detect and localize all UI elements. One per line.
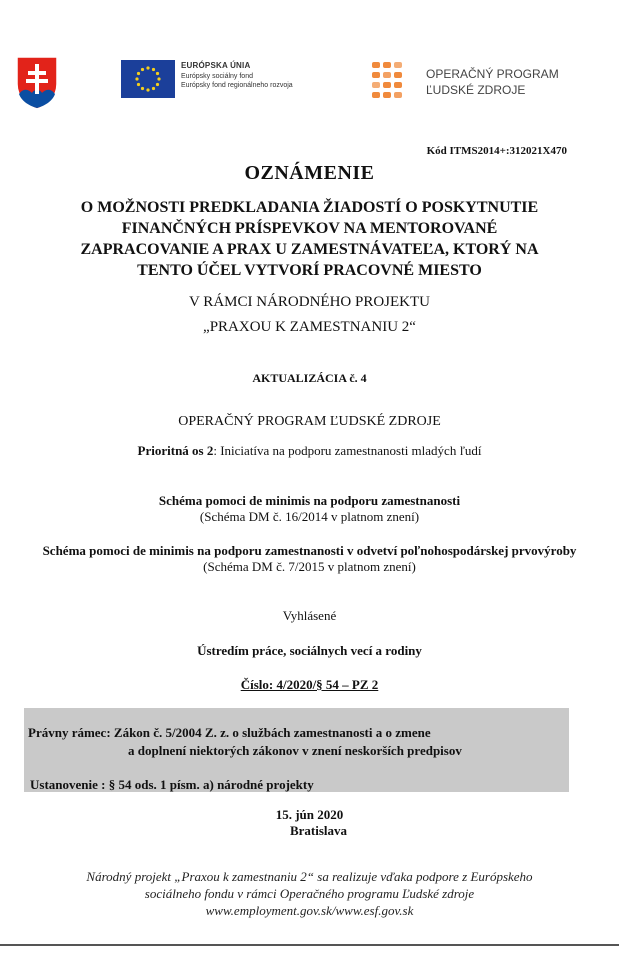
main-title: O MOŽNOSTI PREDKLADANIA ŽIADOSTÍ O POSKYTNUTIE FINANČNÝCH PRÍSPEVKOV NA MENTOROVANÉ ZAPRACOVANIE A PRAX U ZAMESTNÁVATEĽA, KTORÝ NA TENTO ÚČEL VYTVORÍ PRACOVNÉ MIESTO [80,199,539,279]
eu-flag-icon [121,60,175,98]
date: 15. jún 2020 [275,807,344,822]
eu-fund-1: Európsky sociálny fond [181,73,253,80]
schema-1-note: (Schéma DM č. 16/2014 v platnom znení) [199,509,420,524]
footer [0,868,619,919]
legal-provision: Ustanovenie : § 54 ods. 1 písm. a) národné projekty [30,777,314,792]
eu-logo [121,60,321,102]
priority-axis [0,443,619,459]
page-title: OZNÁMENIE [244,162,375,184]
footer-line-1: Národný projekt „Praxou k zamestnaniu 2“ sa realizuje vďaka podpore z Európskeho [86,869,533,884]
op-title-1: OPERAČNÝ PROGRAM [426,67,559,81]
footer-line-2: sociálneho fondu v rámci Operačného programu Ľudské zdroje [144,886,475,901]
eu-title: EURÓPSKA ÚNIA [181,61,251,70]
legal-line-2: a doplnení niektorých zákonov v znení neskorších predpisov [128,743,462,758]
schema-2 [0,543,619,575]
footer-links[interactable]: www.employment.gov.sk/www.esf.gov.sk [205,903,414,918]
schema-1 [0,493,619,525]
legal-line-1: Právny rámec: Zákon č. 5/2004 Z. z. o službách zamestnanosti a o zmene [28,725,431,740]
priority-text: : Iniciatíva na podporu zamestnanosti mladých ľudí [213,443,482,458]
project-name: „PRAXOU K ZAMESTNANIU 2“ [203,319,416,335]
place: Bratislava [289,823,348,838]
slovak-coat-of-arms-icon [16,56,58,110]
schema-1-title: Schéma pomoci de minimis na podporu zamestnanosti [158,493,461,508]
project-intro: V RÁMCI NÁRODNÉHO PROJEKTU [189,294,430,310]
legal-framework-box [24,708,569,792]
issuer: Ústredím práce, sociálnych vecí a rodiny [197,643,422,658]
update-label: AKTUALIZÁCIA č. 4 [252,371,367,385]
document-number: Číslo: 4/2020/§ 54 – PZ 2 [240,677,379,692]
op-dots-icon [372,62,412,98]
schema-2-note: (Schéma DM č. 7/2015 v platnom znení) [203,559,416,574]
program-name: OPERAČNÝ PROGRAM ĽUDSKÉ ZDROJE [178,414,441,429]
op-logo [372,60,572,100]
bottom-divider [0,944,619,946]
header-logos [0,0,619,120]
priority-label: Prioritná os 2 [137,443,214,458]
date-place [0,807,619,839]
schema-2-title: Schéma pomoci de minimis na podporu zamestnanosti v odvetví poľnohospodárskej prvovýroby [42,543,577,558]
itms-code: Kód ITMS2014+:312021X470 [426,145,567,157]
announced-label: Vyhlásené [282,608,337,623]
op-title-2: ĽUDSKÉ ZDROJE [426,83,526,97]
eu-fund-2: Európsky fond regionálneho rozvoja [181,82,293,89]
